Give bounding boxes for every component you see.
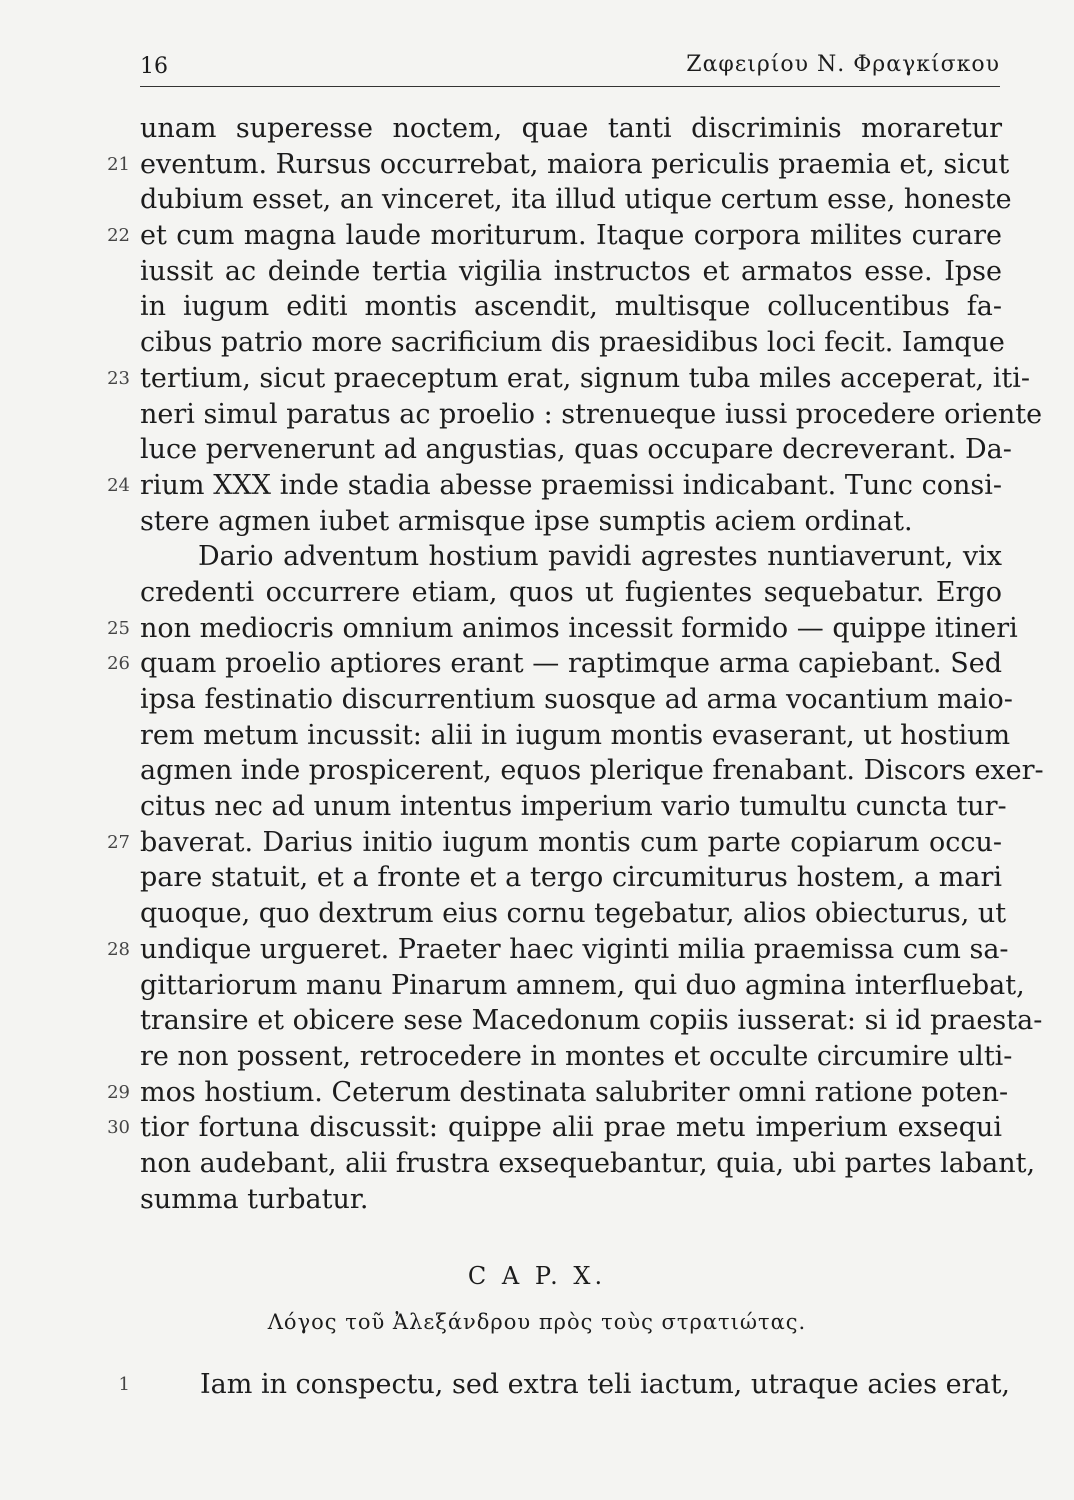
text-row — [0, 505, 1074, 541]
line-number: 1 — [118, 1374, 130, 1395]
text-row — [0, 469, 1074, 505]
text-row — [0, 612, 1074, 648]
text-row — [0, 433, 1074, 469]
text-line: in iugum editi montis ascendit, multisque collucentibus fa- — [140, 291, 1002, 323]
text-line: non audebant, alii frustra exsequebantur, quia, ubi partes labant, — [140, 1147, 1036, 1179]
text-row — [0, 1147, 1074, 1183]
text-line: quoque, quo dextrum eius cornu tegebatur, alios obiecturus, ut — [140, 898, 1007, 930]
text-line: agmen inde prospicerent, equos plerique frenabant. Discors exer- — [140, 755, 1044, 787]
text-row — [0, 719, 1074, 755]
line-number: 29 — [107, 1081, 130, 1103]
line-number: 27 — [107, 831, 130, 853]
text-line: rium XXX inde stadia abesse praemissi indicabant. Tunc consi- — [140, 469, 1002, 501]
text-row — [0, 148, 1074, 184]
line-number: 26 — [107, 653, 130, 675]
text-row — [0, 1076, 1074, 1112]
text-line: stere agmen iubet armisque ipse sumptis aciem ordinat. — [140, 505, 913, 537]
text-line: summa turbatur. — [140, 1183, 369, 1215]
text-row — [0, 826, 1074, 862]
line-number: 21 — [107, 153, 130, 175]
line-number: 24 — [107, 474, 130, 496]
text-line: tertium, sicut praeceptum erat, signum tuba miles acceperat, iti- — [140, 362, 1030, 394]
running-head: Ζαφειρίου Ν. Φραγκίσκου — [686, 52, 1000, 77]
text-line: cibus patrio more sacrificium dis praesidibus loci fecit. Iamque — [140, 327, 1005, 359]
line-number: 25 — [107, 617, 130, 639]
text-line: Dario adventum hostium pavidi agrestes nuntiaverunt, vix — [198, 541, 1002, 573]
text-line: iussit ac deinde tertia vigilia instructos et armatos esse. Ipse — [140, 255, 1002, 287]
text-row — [0, 183, 1074, 219]
text-line: mos hostium. Ceterum destinata salubriter omni ratione poten- — [140, 1076, 1009, 1108]
text-row — [0, 219, 1074, 255]
text-line: gittariorum manu Pinarum amnem, qui duo agmina interfluebat, — [140, 969, 1025, 1001]
text-line: transire et obicere sese Macedonum copiis iusserat: si id praesta- — [140, 1005, 1043, 1037]
text-row — [0, 933, 1074, 969]
text-line: dubium esset, an vinceret, ita illud utique certum esse, honeste — [140, 184, 1012, 216]
page-header — [140, 50, 1000, 87]
line-number: 30 — [107, 1117, 130, 1139]
text-row — [0, 326, 1074, 362]
text-line: et cum magna laude moriturum. Itaque corpora milites curare — [140, 220, 1002, 252]
text-line: luce pervenerunt ad angustias, quas occupare decreverant. Da- — [140, 434, 1012, 466]
text-row — [0, 861, 1074, 897]
text-line: undique urgueret. Praeter haec viginti milia praemissa cum sa- — [140, 933, 1009, 965]
text-row — [0, 576, 1074, 612]
text-row — [0, 790, 1074, 826]
text-line: Iam in conspectu, sed extra teli iactum, utraque acies erat, — [200, 1369, 1011, 1400]
text-line: neri simul paratus ac proelio : strenueque iussi procedere oriente — [140, 398, 1043, 430]
text-line: non mediocris omnium animos incessit formido — quippe itineri — [140, 612, 1018, 644]
text-row — [0, 1004, 1074, 1040]
text-row — [0, 290, 1074, 326]
text-line: citus nec ad unum intentus imperium vario tumultu cuncta tur- — [140, 791, 1007, 823]
text-row — [0, 1040, 1074, 1076]
text-line: ipsa festinatio discurrentium suosque ad arma vocantium maio- — [140, 684, 1013, 715]
text-row — [0, 897, 1074, 933]
text-row — [0, 683, 1074, 719]
text-line: unam superesse noctem, quae tanti discriminis moraretur — [140, 113, 1002, 144]
text-line: tior fortuna discussit: quippe alii prae metu imperium exsequi — [140, 1112, 1002, 1144]
text-row — [0, 255, 1074, 291]
text-row — [0, 969, 1074, 1005]
text-row — [0, 540, 1074, 576]
text-line: rem metum incussit: alii in iugum montis evaserant, ut hostium — [140, 719, 1011, 751]
text-row — [0, 1183, 1074, 1219]
text-row — [0, 1111, 1074, 1147]
text-row — [0, 112, 1074, 148]
chapter-first-line — [0, 1368, 1074, 1404]
text-line: pare statuit, et a fronte et a tergo circumiturus hostem, a mari — [140, 862, 1002, 894]
line-number: 28 — [107, 938, 130, 960]
text-line: re non possent, retrocedere in montes et occulte circumire ulti- — [140, 1040, 1013, 1072]
chapter-heading: C A P. X. — [467, 1262, 607, 1290]
text-line: eventum. Rursus occurrebat, maiora periculis praemia et, sicut — [140, 148, 1010, 180]
page-number: 16 — [140, 54, 168, 79]
chapter-subtitle: Λόγος τοῦ Ἀλεξάνδρου πρὸς τοὺς στρατιώτας. — [267, 1310, 807, 1334]
text-line: baverat. Darius initio iugum montis cum parte copiarum occu- — [140, 826, 1002, 858]
line-number: 22 — [107, 225, 130, 247]
text-line: quam proelio aptiores erant — raptimque arma capiebant. Sed — [140, 648, 1002, 680]
latin-text-body — [0, 112, 1074, 1218]
text-row — [0, 362, 1074, 398]
text-row — [0, 647, 1074, 683]
line-number: 23 — [107, 367, 130, 389]
text-row — [0, 754, 1074, 790]
text-line: credenti occurrere etiam, quos ut fugientes sequebatur. Ergo — [140, 576, 1002, 608]
text-row — [0, 398, 1074, 434]
